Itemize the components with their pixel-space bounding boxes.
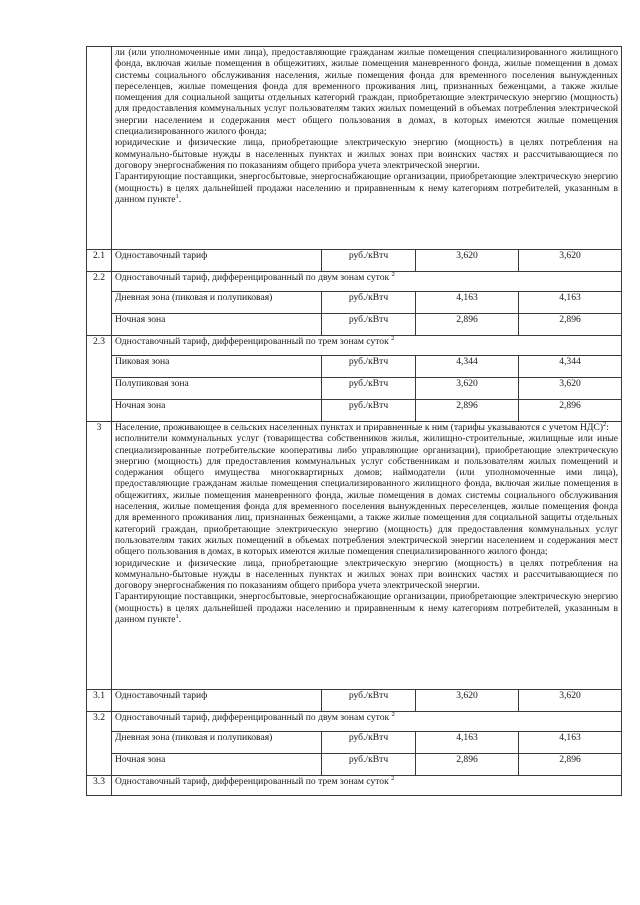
table-row [87,336,622,356]
table-row [87,712,622,732]
value-cell: 3,620 [416,378,519,400]
description-paragraph: ли (или уполномоченные ими лица), предоставляющие гражданам жилые помещения специализированного жилищного фонда, включая жилые помещения в общежитиях, жилые помещения маневренного фонда, жилые помещения в домах системы социального обслуживания населения, жилые помещения фонда для временного поселения вынужденных переселенцев, жилые помещения фонда для временного проживания лиц, признанных беженцами, а также жилые помещения для социальной защиты отдельных категорий граждан, приобретающие электрическую энергию (мощность) для предоставления коммунальных услуг пользователям таких жилых помещений в объемах потребления электрической энергии населением и содержания мест общего пользования в домах, в которых имеются жилые помещения специализированного жилого фонда; [115,47,619,138]
value-cell: 2,896 [519,400,622,422]
unit-cell: руб./кВтч [322,690,416,712]
footnote-mark: 2 [391,711,395,718]
footnote-mark: 2 [391,335,395,342]
table-row [87,690,622,712]
zone-label: Пиковая зона [112,356,322,378]
description-paragraph: Гарантирующие поставщики, энергосбытовые, энергоснабжающие организации, приобретающие электрическую энергию (мощность) в целях дальнейшей продажи населению и приравненным к нему категориям потребителей, указанным в данном пункте$^1$. [115,171,619,205]
table-row [87,732,622,754]
category-description [112,47,622,250]
unit-cell: руб./кВтч [322,314,416,336]
table-row [87,422,622,690]
row-number [87,47,112,250]
unit-cell: руб./кВтч [322,356,416,378]
value-cell: 4,163 [416,732,519,754]
footnote-mark: 2 [603,421,607,428]
table-row [87,400,622,422]
description-paragraph: юридические и физические лица, приобретающие электрическую энергию (мощность) в целях потребления на коммунально-бытовые нужды в населенных пунктах и жилых зонах при воинских частях и рассчитывающиеся по договору энергоснабжения по показаниям общего прибора учета электрической энергии. [115,557,619,592]
value-cell: 4,163 [519,292,622,314]
row-number: 2.1 [87,250,112,272]
zone-label: Полупиковая зона [112,378,322,400]
value-cell: 2,896 [416,754,519,776]
value-cell: 4,344 [519,356,622,378]
row-number: 2.2 [87,272,112,336]
unit-cell: руб./кВтч [322,292,416,314]
description-paragraph: исполнители коммунальных услуг (товарищества собственников жилья, жилищно-строительные, жилищные или иные специализированные потребительские кооперативы либо управляющие организации), приобретающие электрическую энергию (мощность) для предоставления коммунальных услуг собственникам и пользователям жилых помещений и содержания общего имущества многоквартирных домов; наймодатели (или уполномоченные ими лица), предоставляющие гражданам жилые помещения специализированного жилищного фонда, включая жилые помещения в общежитиях, жилые помещения маневренного фонда, жилые помещения в домах системы социального обслуживания населения, жилые помещения фонда для временного поселения вынужденных переселенцев, жилые помещения фонда для временного проживания лиц, признанных беженцами, а также жилые помещения для социальной защиты отдельных категорий граждан, приобретающие электрическую энергию (мощность) для предоставления коммунальных услуг пользователям таких жилых помещений в объемах потребления электрической энергии населением и содержания мест общего пользования в домах, в которых имеются жилые помещения специализированного жилого фонда; [115,433,619,558]
row-number: 3.3 [87,776,112,796]
value-cell: 3,620 [519,250,622,272]
unit-cell: руб./кВтч [322,250,416,272]
zone-label: Дневная зона (пиковая и полупиковая) [112,732,322,754]
footnote-mark: 1 [175,192,179,200]
value-cell: 2,896 [416,314,519,336]
tariff-label: Одноставочный тариф, дифференцированный по двум зонам суток $^2$ [112,712,622,732]
zone-label: Дневная зона (пиковая и полупиковая) [112,292,322,314]
tariff-table [86,46,622,796]
unit-cell: руб./кВтч [322,378,416,400]
row-number: 2.3 [87,336,112,422]
tariff-label: Одноставочный тариф, дифференцированный по двум зонам суток $^2$ [112,272,622,292]
table-row [87,378,622,400]
value-cell: 4,163 [416,292,519,314]
table-row [87,292,622,314]
tariff-label: Одноставочный тариф, дифференцированный по трем зонам суток $^2$ [112,776,622,796]
value-cell: 3,620 [519,690,622,712]
tariff-label: Одноставочный тариф, дифференцированный по трем зонам суток $^2$ [112,336,622,356]
row-number: 3 [87,422,112,690]
footnote-mark: 2 [391,775,395,782]
unit-cell: руб./кВтч [322,400,416,422]
row-number: 3.1 [87,690,112,712]
footnote-mark: 1 [175,612,179,620]
tariff-label: Одноставочный тариф [112,690,322,712]
unit-cell: руб./кВтч [322,754,416,776]
value-cell: 4,344 [416,356,519,378]
footnote-mark: 2 [391,271,395,278]
table-row [87,776,622,796]
value-cell: 3,620 [519,378,622,400]
zone-label: Ночная зона [112,400,322,422]
category-description [112,422,622,690]
value-cell: 4,163 [519,732,622,754]
table-row [87,314,622,336]
value-cell: 3,620 [416,250,519,272]
value-cell: 2,896 [519,314,622,336]
value-cell: 2,896 [416,400,519,422]
table-row [87,272,622,292]
row-number: 3.2 [87,712,112,776]
description-paragraph: Гарантирующие поставщики, энергосбытовые, энергоснабжающие организации, приобретающие электрическую энергию (мощность) в целях дальнейшей продажи населению и приравненным к нему категориям потребителей, указанным в данном пункте$^1$. [115,591,619,626]
zone-label: Ночная зона [112,314,322,336]
table-row [87,47,622,250]
value-cell: 2,896 [519,754,622,776]
value-cell: 3,620 [416,690,519,712]
table-row [87,250,622,272]
tariff-label: Одноставочный тариф [112,250,322,272]
unit-cell: руб./кВтч [322,732,416,754]
table-row [87,754,622,776]
table-row [87,356,622,378]
description-paragraph: юридические и физические лица, приобретающие электрическую энергию (мощность) в целях потребления на коммунально-бытовые нужды в населенных пунктах и жилых зонах при воинских частях и рассчитывающиеся по договору энергоснабжения по показаниям общего прибора учета электрической энергии. [115,137,619,171]
section-heading: Население, проживающее в сельских населенных пунктах и приравненные к ним (тарифы указываются с учетом НДС)$^2$: [115,421,609,433]
zone-label: Ночная зона [112,754,322,776]
